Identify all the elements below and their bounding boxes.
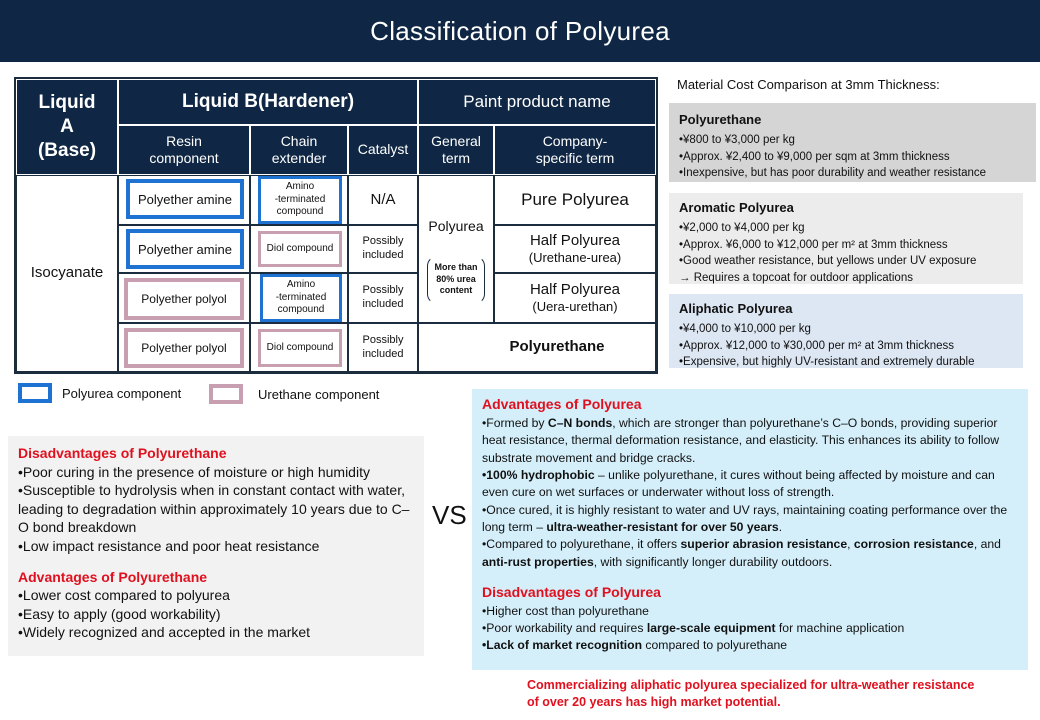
cost-box-aliphatic: [669, 294, 1023, 368]
row2-company-cell: [494, 225, 656, 273]
pa-disadvantages-title: Disadvantages of Polyurea: [482, 583, 661, 600]
header-resin: Resin component: [118, 125, 250, 175]
row3-catalyst: Possibly included: [348, 273, 418, 323]
row3-resin-box: Polyether polyol: [124, 278, 244, 320]
pa-advantage-item: •Once cured, it is highly resistant to water and UV rays, maintaining coating performance over the long term – ultra-weather-resistant for over 50 years.: [482, 502, 1008, 534]
row4-chain-box: Diol compound: [258, 329, 342, 367]
polyurea-panel: [472, 389, 1028, 670]
cost-heading: Material Cost Comparison at 3mm Thickness:: [677, 77, 940, 92]
pu-disadvantage-item: •Poor curing in the presence of moisture or high humidity: [18, 463, 370, 480]
row4-company: Polyurethane: [418, 323, 656, 372]
cost-polyurethane-line: •¥800 to ¥3,000 per kg: [679, 133, 795, 146]
row1-company: Pure Polyurea: [494, 175, 656, 225]
pu-disadvantage-item: •Low impact resistance and poor heat resistance: [18, 538, 320, 555]
page-title: Classification of Polyurea: [370, 15, 670, 46]
cost-aromatic-title: Aromatic Polyurea: [679, 200, 794, 215]
cost-aromatic-line: → Requires a topcoat for outdoor applications: [679, 271, 913, 284]
header-paint-product: Paint product name: [418, 79, 656, 125]
pa-disadvantage-item: •Lack of market recognition compared to polyurethane: [482, 638, 788, 653]
header-general: General term: [418, 125, 494, 175]
cost-box-polyurethane: [669, 103, 1036, 182]
legend-polyurea-swatch: [18, 383, 52, 403]
pa-advantage-item: •Formed by C–N bonds, which are stronger than polyurethane’s C–O bonds, providing superior heat resistance, thermal deformation resistance, and elasticity. This enhances its ability to follow substrate movement and bridge cracks.: [482, 415, 1000, 465]
header-chain: Chain extender: [250, 125, 348, 175]
pu-disadvantage-item: •Susceptible to hydrolysis when in constant contact with water, leading to degradation within approximately 10 years due to C–O bond breakdown: [18, 482, 410, 536]
row4-resin-box: Polyether polyol: [124, 328, 244, 368]
pa-advantage-item: •Compared to polyurethane, it offers superior abrasion resistance, corrosion resistance, and anti-rust properties, with significantly longer durability outdoors.: [482, 537, 1001, 569]
cost-polyurethane-title: Polyurethane: [679, 112, 762, 127]
row2-resin-box: Polyether amine: [126, 229, 244, 269]
pa-disadvantage-item: •Higher cost than polyurethane: [482, 603, 649, 618]
cost-aliphatic-line: •¥4,000 to ¥10,000 per kg: [679, 322, 811, 335]
conclusion-note: Commercializing aliphatic polyurea specialized for ultra-weather resistance of over 20 years has high market potential.: [527, 678, 975, 709]
vs-label: VS: [432, 500, 467, 530]
legend-urethane-swatch: [209, 384, 243, 404]
pa-disadvantage-item: •Poor workability and requires large-scale equipment for machine application: [482, 621, 905, 636]
row1-resin-box: Polyether amine: [126, 179, 244, 219]
header-company: Company- specific term: [494, 125, 656, 175]
header-catalyst: Catalyst: [348, 125, 418, 175]
pu-disadvantages-title: Disadvantages of Polyurethane: [18, 445, 227, 461]
row2-chain-box: Diol compound: [258, 231, 342, 267]
cost-aromatic-line: •Approx. ¥6,000 to ¥12,000 per m² at 3mm thickness: [679, 238, 948, 251]
title-bar: [0, 0, 1040, 62]
pu-advantage-item: •Lower cost compared to polyurea: [18, 587, 230, 604]
pa-advantages-title: Advantages of Polyurea: [482, 396, 642, 412]
pu-advantages-title: Advantages of Polyurethane: [18, 568, 208, 585]
polyurethane-panel: [8, 436, 424, 656]
cost-aromatic-line: •Good weather resistance, but yellows under UV exposure: [679, 255, 977, 268]
legend-urethane-label: Urethane component: [258, 387, 380, 402]
pu-advantage-item: •Widely recognized and accepted in the market: [18, 624, 311, 641]
pa-advantage-item: •100% hydrophobic – unlike polyurethane, it cures without being affected by moisture and can even cure on wet surfaces or underwater without loss of strength.: [482, 467, 995, 500]
cost-box-aromatic: [669, 193, 1023, 284]
row3-company-cell: [494, 273, 656, 323]
row3-company: Half Polyurea: [529, 280, 621, 298]
cost-aliphatic-line: •Approx. ¥12,000 to ¥30,000 per m² at 3mm thickness: [679, 339, 955, 352]
urea-content-note: More than 80% urea content: [434, 262, 478, 296]
general-term-polyurea: Polyurea: [428, 218, 484, 234]
header-liquid-b: Liquid B(Hardener): [118, 79, 418, 125]
row1-catalyst: N/A: [348, 175, 418, 225]
row2-company-sub: (Urethane-urea): [528, 250, 622, 266]
row2-company: Half Polyurea: [529, 231, 621, 249]
header-liquid-a: Liquid A (Base): [16, 79, 118, 175]
cost-aliphatic-title: Aliphatic Polyurea: [679, 301, 793, 316]
row3-company-sub: (Uera-urethan): [532, 299, 618, 315]
legend-polyurea-label: Polyurea component: [62, 386, 182, 401]
cost-aliphatic-line: •Expensive, but highly UV-resistant and extremely durable: [679, 356, 975, 369]
pu-advantage-item: •Easy to apply (good workability): [18, 605, 221, 622]
row1-chain-box: Amino -terminated compound: [258, 176, 342, 224]
cell-isocyanate: Isocyanate: [16, 175, 118, 372]
cost-polyurethane-line: •Inexpensive, but has poor durability and weather resistance: [679, 167, 987, 180]
row3-chain-box: Amino -terminated compound: [260, 274, 342, 322]
cost-polyurethane-line: •Approx. ¥2,400 to ¥9,000 per sqm at 3mm thickness: [679, 150, 950, 163]
cost-aromatic-line: •¥2,000 to ¥4,000 per kg: [679, 221, 805, 234]
row4-catalyst: Possibly included: [348, 323, 418, 372]
row2-catalyst: Possibly included: [348, 225, 418, 273]
